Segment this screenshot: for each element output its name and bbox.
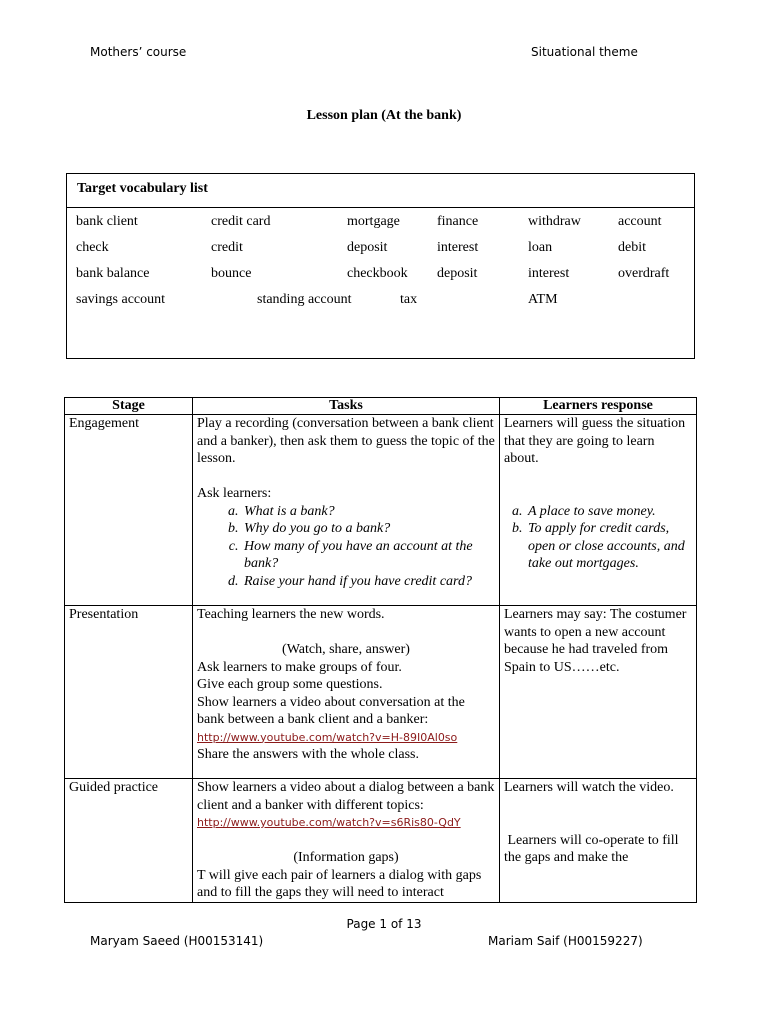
- tasks-cell: [193, 779, 500, 903]
- response-cell: [500, 415, 697, 606]
- vocab-word: mortgage: [347, 214, 400, 229]
- lesson-plan-table: [64, 397, 697, 903]
- vocab-word: ATM: [528, 292, 558, 307]
- table-header-row: [65, 398, 697, 415]
- vocab-word: deposit: [437, 266, 478, 281]
- table-row-guided-practice: [65, 779, 697, 903]
- vocab-word: bank balance: [76, 266, 150, 281]
- task-line: (Watch, share, answer): [282, 642, 410, 657]
- list-item: b. To apply for credit cards, open or close accounts, and take out mortgages.: [526, 520, 692, 573]
- task-line: Share the answers with the whole class.: [197, 747, 419, 762]
- author-left: Maryam Saeed (H00153141): [90, 934, 264, 948]
- vocab-word: credit card: [211, 214, 271, 229]
- column-header-stage: Stage: [65, 398, 193, 415]
- task-line: Show learners a video about conversation at the bank between a bank client and a banker:: [197, 694, 465, 727]
- list-item: d. Raise your hand if you have credit card?: [242, 573, 495, 591]
- column-header-response: Learners response: [500, 398, 697, 415]
- vocab-word: withdraw: [528, 214, 581, 229]
- vocabulary-box: [66, 173, 695, 359]
- response-cell: Learners may say: The costumer wants to open a new account because he had traveled from Spain to US……etc.: [500, 606, 697, 779]
- task-intro: Play a recording (conversation between a bank client and a banker), then ask them to guess the topic of the lesson.: [197, 416, 495, 466]
- task-line: T will give each pair of learners a dialog with gaps and to fill the gaps they will need to interact: [197, 867, 482, 900]
- response-cell: [500, 779, 697, 903]
- vocab-word: bank client: [76, 214, 138, 229]
- video-link[interactable]: http://www.youtube.com/watch?v=H-89I0Al0so: [197, 730, 458, 744]
- vocab-word: loan: [528, 240, 553, 255]
- list-item: b. Why do you go to a bank?: [242, 520, 495, 538]
- table-row-presentation: [65, 606, 697, 779]
- vocab-word: account: [618, 214, 662, 229]
- task-line: Ask learners to make groups of four.: [197, 659, 402, 675]
- answer-list: [504, 503, 692, 573]
- stage-cell: Guided practice: [65, 779, 193, 903]
- column-header-tasks: Tasks: [193, 398, 500, 415]
- ask-label: Ask learners:: [197, 486, 272, 501]
- vocab-word: deposit: [347, 240, 388, 255]
- task-line: Teaching learners the new words.: [197, 607, 385, 622]
- list-item: c. How many of you have an account at the bank?: [242, 538, 495, 573]
- vocabulary-heading-row: [67, 174, 694, 208]
- vocab-word: savings account: [76, 292, 166, 307]
- vocab-word: debit: [618, 240, 646, 255]
- task-line: Show learners a video about a dialog between a bank client and a banker with different topics:: [197, 780, 495, 813]
- list-item: a. What is a bank?: [242, 503, 495, 521]
- tasks-cell: [193, 415, 500, 606]
- author-right: Mariam Saif (H00159227): [488, 934, 643, 948]
- vocab-word: interest: [528, 266, 570, 281]
- response-intro: Learners will guess the situation that they are going to learn about.: [504, 416, 686, 466]
- table-row-engagement: [65, 415, 697, 606]
- vocab-word: checkbook: [347, 266, 408, 281]
- question-list: [197, 503, 495, 591]
- video-link[interactable]: http://www.youtube.com/watch?v=s6Ris80-QdY: [197, 816, 461, 829]
- vocab-word: check: [76, 240, 109, 255]
- list-item: a. A place to save money.: [526, 503, 692, 521]
- task-line: Give each group some questions.: [197, 677, 383, 692]
- stage-cell: Presentation: [65, 606, 193, 779]
- stage-cell: Engagement: [65, 415, 193, 606]
- vocab-word: overdraft: [618, 266, 670, 281]
- vocab-word: credit: [211, 240, 243, 255]
- vocab-word: interest: [437, 240, 479, 255]
- page-title: Lesson plan (At the bank): [306, 108, 462, 123]
- vocab-word: bounce: [211, 266, 252, 281]
- response-line: Learners will watch the video.: [504, 780, 674, 795]
- vocab-word: standing account: [257, 292, 352, 307]
- task-line: (Information gaps): [293, 850, 399, 865]
- response-line: Learners will co-operate to fill the gaps and make the: [504, 832, 683, 865]
- vocab-word: finance: [437, 214, 479, 229]
- vocabulary-heading: Target vocabulary list: [77, 181, 208, 196]
- vocab-word: tax: [400, 292, 418, 307]
- header-course: Mothers’ course: [90, 45, 187, 59]
- tasks-cell: [193, 606, 500, 779]
- header-theme: Situational theme: [531, 45, 638, 59]
- page-number: Page 1 of 13: [346, 917, 422, 931]
